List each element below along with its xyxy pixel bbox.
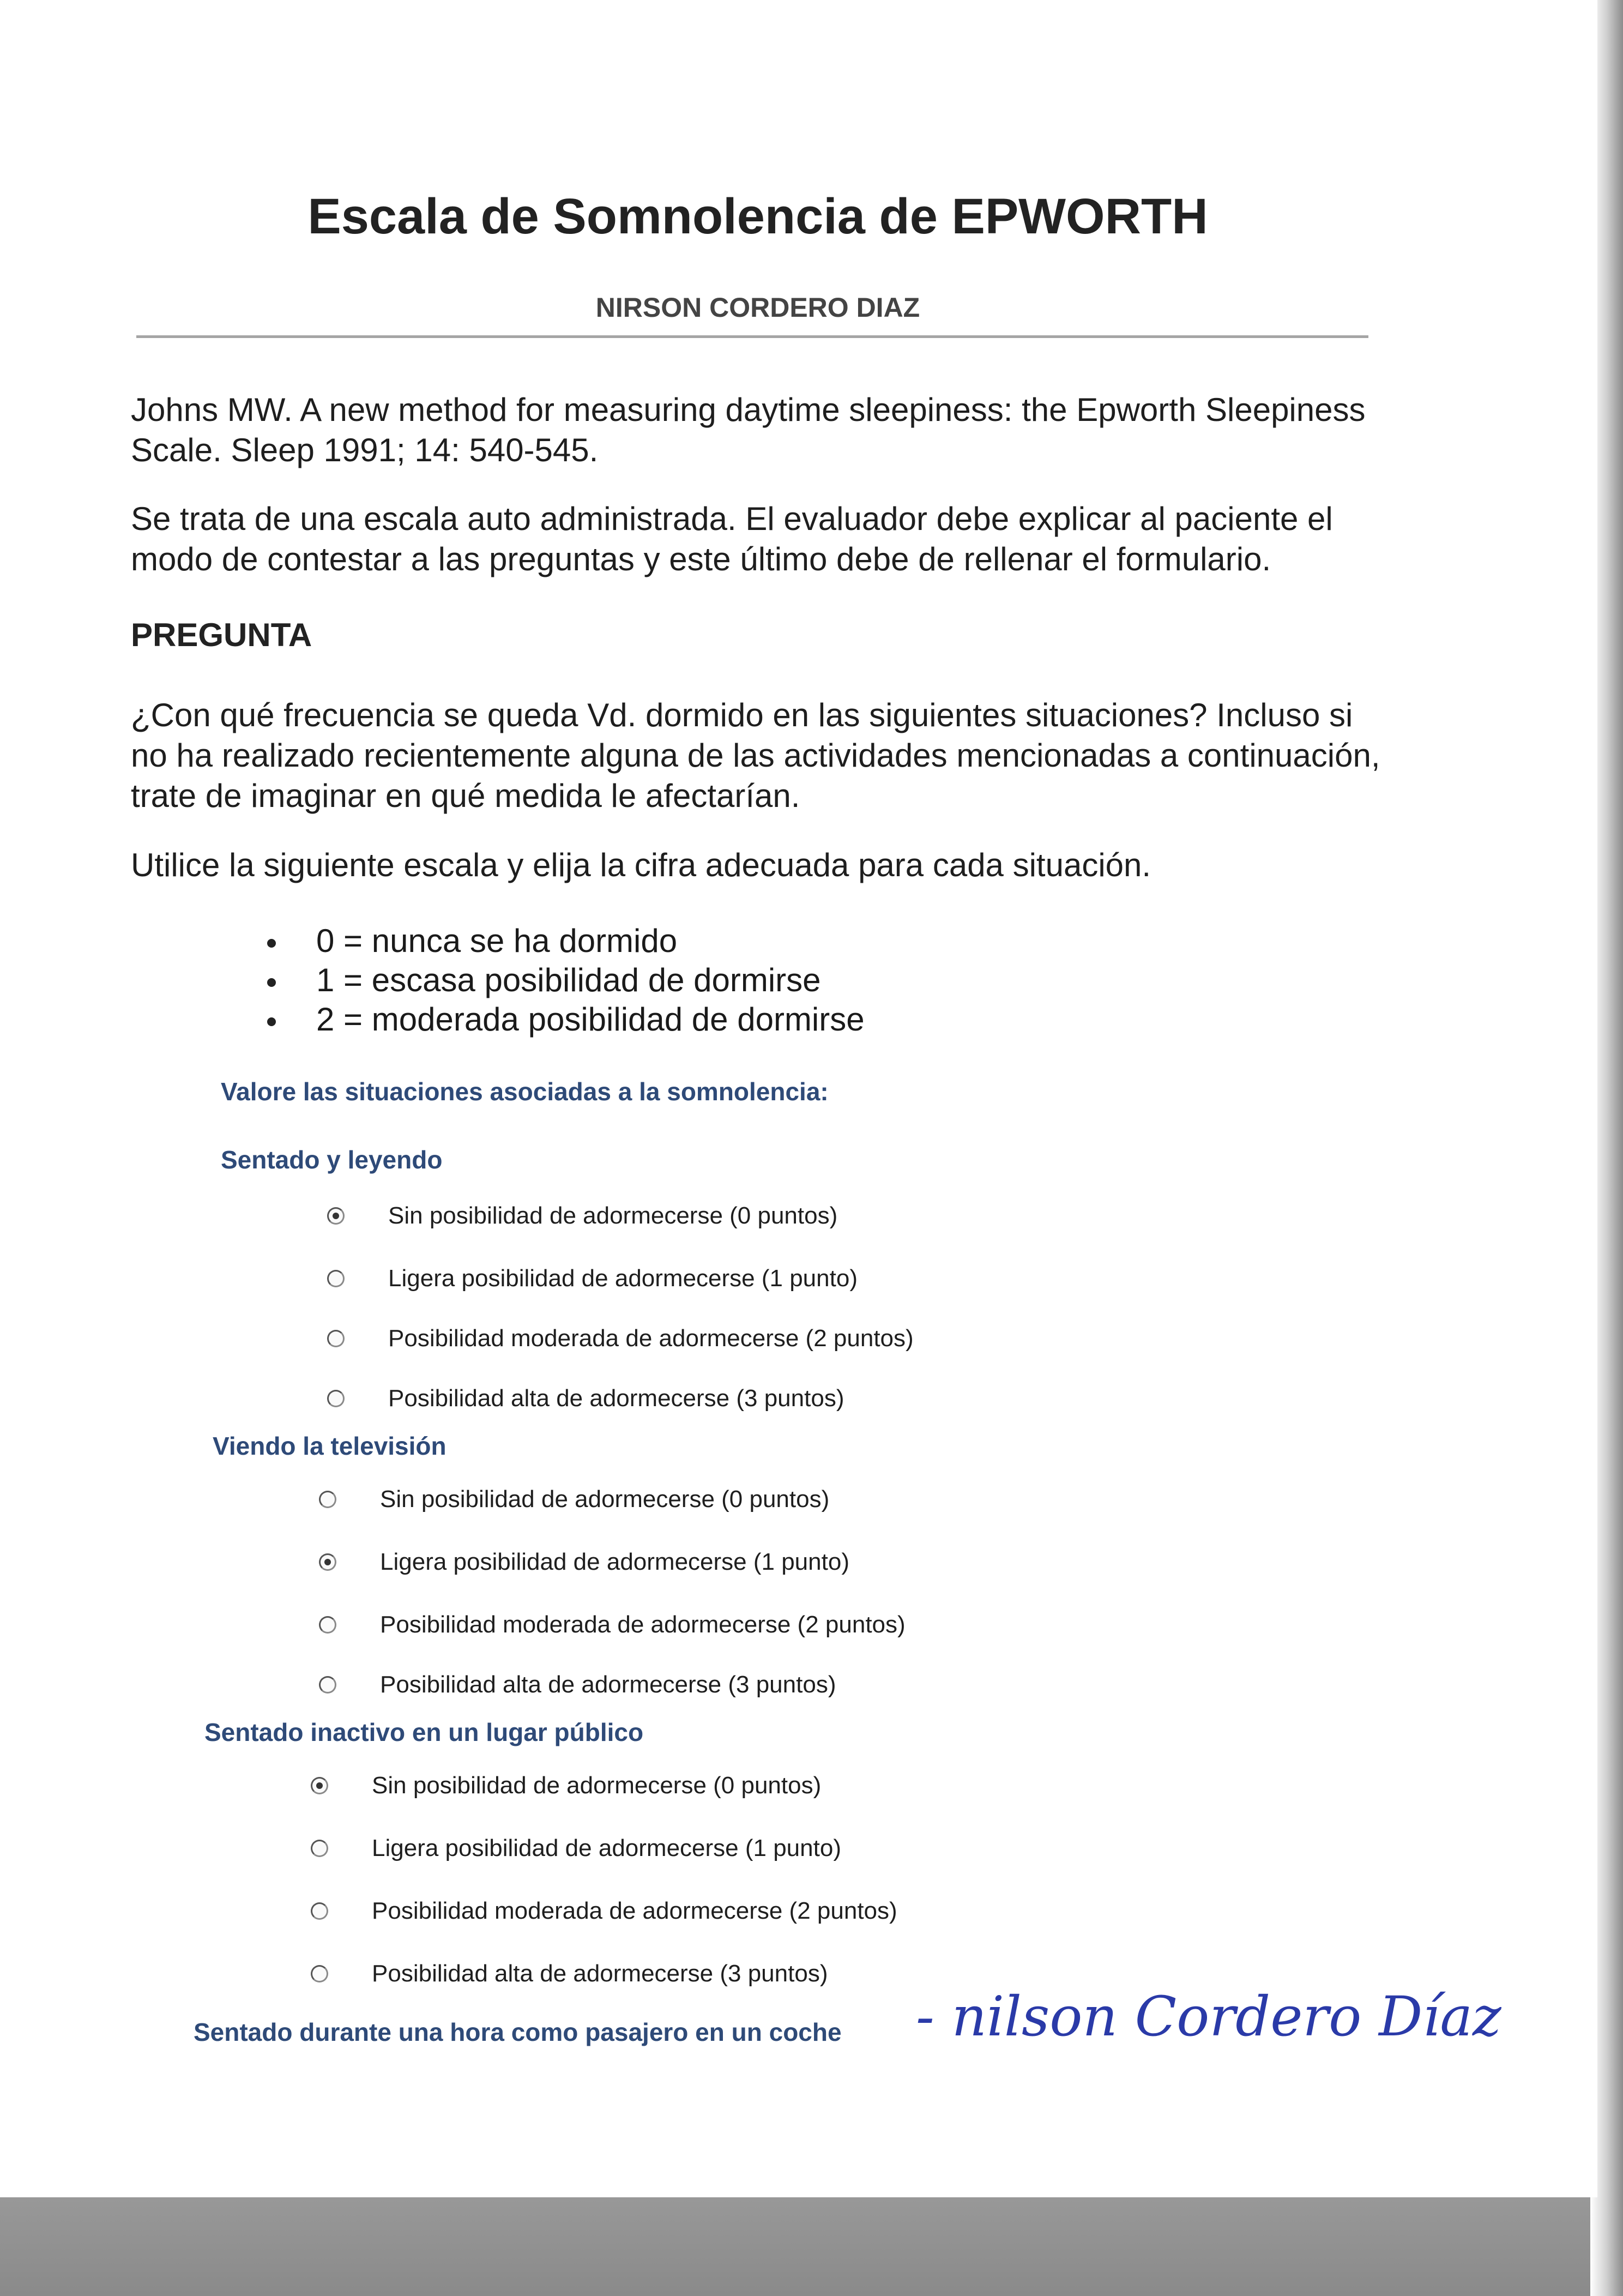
scale-item: 0 = nunca se ha dormido [262,921,865,961]
option-tv-2[interactable] [319,1611,906,1638]
option-label: Posibilidad moderada de adormecerse (2 puntos) [380,1611,906,1638]
title-divider [136,335,1368,338]
option-label: Sin posibilidad de adormecerse (0 puntos) [372,1772,822,1799]
author-name: NIRSON CORDERO DIAZ [595,292,920,323]
option-label: Ligera posibilidad de adormecerse (1 punto) [372,1835,841,1861]
option-public-3[interactable] [311,1960,828,1987]
document-title: Escala de Somnolencia de EPWORTH [307,189,1208,244]
radio-button[interactable] [311,1777,328,1794]
option-public-2[interactable] [311,1897,897,1925]
option-tv-0[interactable] [319,1486,829,1513]
scale-intro: Utilice la siguiente escala y elija la cifra adecuada para cada situación. [131,847,1151,883]
question-paragraph: ¿Con qué frecuencia se queda Vd. dormido en las siguientes situaciones? Incluso si no ha realizado recientemente alguna de las actividades mencionadas a continuación, trate de imaginar en qué medida le afectarían. [131,697,1380,814]
instructions-paragraph: Se trata de una escala auto administrada. El evaluador debe explicar al paciente el modo de contestar a las preguntas y este último debe de rellenar el formulario. [131,501,1333,577]
radio-button[interactable] [319,1616,336,1634]
option-public-0[interactable] [311,1772,821,1799]
handwritten-signature: - nilson Cordero Díaz [916,1985,1501,2048]
radio-button[interactable] [327,1330,345,1347]
radio-button[interactable] [319,1491,336,1508]
situation-label-public-place: Sentado inactivo en un lugar público [204,1718,644,1746]
situation-label-reading: Sentado y leyendo [221,1146,443,1174]
reference-paragraph: Johns MW. A new method for measuring daytime sleepiness: the Epworth Sleepiness Scale. Sleep 1991; 14: 540-545. [131,391,1366,468]
option-label: Ligera posibilidad de adormecerse (1 punto) [388,1265,858,1292]
radio-button[interactable] [327,1270,345,1287]
option-public-1[interactable] [311,1835,841,1862]
scale-item: 2 = moderada posibilidad de dormirse [262,1000,865,1039]
question-heading: PREGUNTA [131,617,312,653]
rate-prompt: Valore las situaciones asociadas a la somnolencia: [221,1077,829,1106]
option-label: Posibilidad alta de adormecerse (3 puntos) [372,1960,828,1987]
scale-item: 1 = escasa posibilidad de dormirse [262,961,865,1000]
radio-button[interactable] [327,1207,345,1225]
option-label: Posibilidad moderada de adormecerse (2 puntos) [388,1325,914,1352]
radio-button[interactable] [319,1553,336,1571]
option-label: Posibilidad moderada de adormecerse (2 puntos) [372,1897,897,1924]
option-label: Ligera posibilidad de adormecerse (1 punto) [380,1548,849,1575]
scale-list [262,921,865,1039]
option-label: Sin posibilidad de adormecerse (0 puntos) [380,1486,830,1512]
option-tv-3[interactable] [319,1671,836,1698]
option-label: Posibilidad alta de adormecerse (3 puntos) [388,1385,844,1412]
option-reading-0[interactable] [327,1202,837,1230]
option-label: Posibilidad alta de adormecerse (3 puntos) [380,1671,836,1698]
situation-label-car-passenger: Sentado durante una hora como pasajero en un coche [194,2018,842,2046]
option-reading-2[interactable] [327,1325,914,1352]
option-label: Sin posibilidad de adormecerse (0 puntos) [388,1202,838,1229]
option-tv-1[interactable] [319,1548,849,1576]
radio-button[interactable] [311,1965,328,1982]
option-reading-1[interactable] [327,1265,858,1292]
option-reading-3[interactable] [327,1385,844,1412]
radio-button[interactable] [311,1840,328,1857]
radio-button[interactable] [319,1676,336,1694]
radio-button[interactable] [311,1902,328,1920]
radio-button[interactable] [327,1390,345,1407]
situation-label-tv: Viendo la televisión [213,1432,447,1460]
